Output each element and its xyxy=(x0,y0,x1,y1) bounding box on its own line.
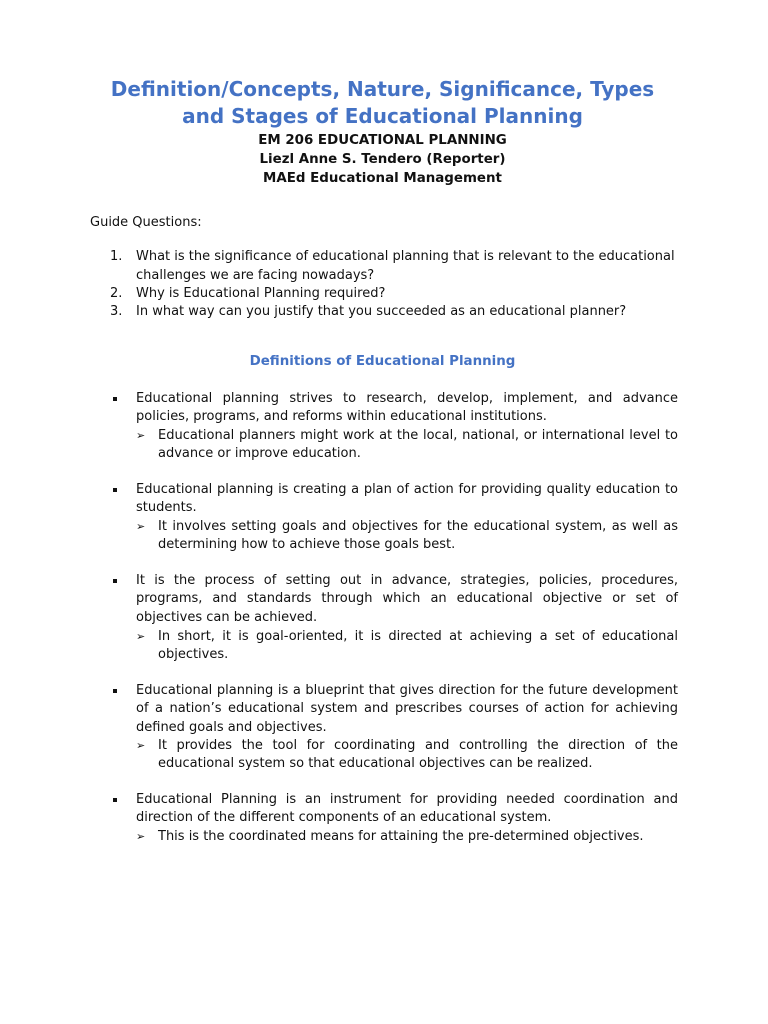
definition-item xyxy=(136,481,678,518)
question-text: What is the significance of educational planning that is relevant to the educational challenges we are facing nowadays? xyxy=(136,249,675,283)
bullet-marker xyxy=(113,397,117,401)
guide-question xyxy=(110,285,678,304)
question-number: 3. xyxy=(110,304,123,319)
document-title: Definition/Concepts, Nature, Significance, Types and Stages of Educational Planning xyxy=(110,77,655,128)
subpoint-text: It involves setting goals and objectives for the educational system, as well as determining how to achieve those goals best. xyxy=(158,519,678,553)
question-number: 1. xyxy=(110,249,123,264)
bullet-marker xyxy=(113,579,117,583)
section-heading: Definitions of Educational Planning xyxy=(249,354,516,369)
subpoint-text: Educational planners might work at the local, national, or international level to advance or improve education. xyxy=(158,428,678,462)
arrow-bullet-icon: ➢ xyxy=(136,630,146,643)
program-line: MAEd Educational Management xyxy=(263,171,502,186)
definition-text: Educational Planning is an instrument for providing needed coordination and direction of the different components of an educational system. xyxy=(136,792,678,826)
question-text: Why is Educational Planning required? xyxy=(136,286,386,301)
bullet-marker xyxy=(113,488,117,492)
arrow-bullet-icon: ➢ xyxy=(136,830,146,843)
question-text: In what way can you justify that you succeeded as an educational planner? xyxy=(136,304,627,319)
definition-item xyxy=(136,682,678,737)
guide-questions-label: Guide Questions: xyxy=(90,215,202,230)
course-line: EM 206 EDUCATIONAL PLANNING xyxy=(258,133,507,148)
definition-subpoint xyxy=(136,737,678,774)
definition-text: Educational planning is a blueprint that gives direction for the future development of a nation’s educational system and prescribes courses of action for achieving defined goals and objectives. xyxy=(136,683,678,735)
definition-text: Educational planning is creating a plan of action for providing quality education to students. xyxy=(136,482,678,516)
definition-item xyxy=(136,390,678,427)
definition-text: Educational planning strives to research, develop, implement, and advance policies, programs, and reforms within educational institutions. xyxy=(136,391,678,425)
arrow-bullet-icon: ➢ xyxy=(136,520,146,533)
definition-subpoint xyxy=(136,828,678,846)
definition-subpoint xyxy=(136,518,678,555)
definition-item xyxy=(136,791,678,828)
definition-text: It is the process of setting out in advance, strategies, policies, procedures, programs, and standards through which an educational objective or set of objectives can be achieved. xyxy=(136,573,678,625)
bullet-marker xyxy=(113,689,117,693)
bullet-marker xyxy=(113,798,117,802)
question-number: 2. xyxy=(110,286,123,301)
definition-subpoint xyxy=(136,427,678,464)
definition-item xyxy=(136,572,678,627)
subpoint-text: It provides the tool for coordinating and controlling the direction of the educational system so that educational objectives can be realized. xyxy=(158,738,678,772)
guide-question xyxy=(110,248,678,285)
subpoint-text: This is the coordinated means for attaining the pre-determined objectives. xyxy=(158,829,644,844)
reporter-line: Liezl Anne S. Tendero (Reporter) xyxy=(259,152,506,167)
guide-question xyxy=(110,303,678,322)
subpoint-text: In short, it is goal-oriented, it is directed at achieving a set of educational objectives. xyxy=(158,629,678,663)
definition-subpoint xyxy=(136,628,678,665)
arrow-bullet-icon: ➢ xyxy=(136,739,146,752)
arrow-bullet-icon: ➢ xyxy=(136,429,146,442)
